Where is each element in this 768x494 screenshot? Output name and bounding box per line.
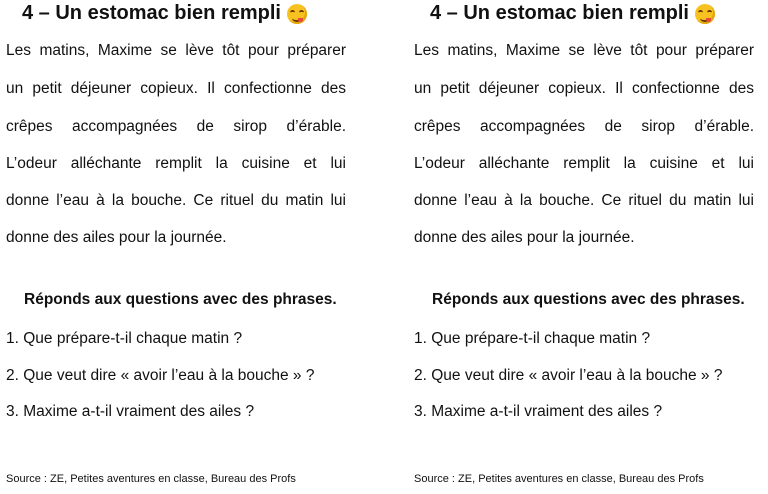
paragraph-line: Les matins, Maxime se lève tôt pour préparer <box>6 42 346 59</box>
paragraph-line: un petit déjeuner copieux. Il confectionne des <box>6 80 346 97</box>
paragraph-line: un petit déjeuner copieux. Il confectionne des <box>414 80 754 97</box>
paragraph-line: donne l’eau à la bouche. Ce rituel du matin lui <box>414 192 754 209</box>
worksheet-title: 4 – Un estomac bien rempli <box>22 2 307 25</box>
question-item: 2. Que veut dire « avoir l’eau à la bouche » ? <box>414 367 723 384</box>
question-item: 2. Que veut dire « avoir l’eau à la bouche » ? <box>6 367 315 384</box>
paragraph-line: donne l’eau à la bouche. Ce rituel du matin lui <box>6 192 346 209</box>
question-item: 1. Que prépare-t-il chaque matin ? <box>6 330 243 347</box>
worksheet-copy-right <box>414 0 764 494</box>
paragraph-line: donne des ailes pour la journée. <box>414 229 635 246</box>
paragraph-line: Les matins, Maxime se lève tôt pour préparer <box>414 42 754 59</box>
question-item: 3. Maxime a-t-il vraiment des ailes ? <box>6 403 255 420</box>
paragraph-line: L’odeur alléchante remplit la cuisine et lui <box>6 155 346 172</box>
source-credit: Source : ZE, Petites aventures en classe, Bureau des Profs <box>6 473 296 485</box>
paragraph-line: crêpes accompagnées de sirop d’érable. <box>6 118 346 135</box>
paragraph-line: L’odeur alléchante remplit la cuisine et lui <box>414 155 754 172</box>
instruction-heading: Réponds aux questions avec des phrases. <box>24 291 337 308</box>
source-credit: Source : ZE, Petites aventures en classe, Bureau des Profs <box>414 473 704 485</box>
worksheet-copy-left <box>6 0 356 494</box>
face-savoring-food-icon <box>695 4 715 24</box>
question-item: 1. Que prépare-t-il chaque matin ? <box>414 330 651 347</box>
face-savoring-food-icon <box>287 4 307 24</box>
paragraph-line: donne des ailes pour la journée. <box>6 229 227 246</box>
question-item: 3. Maxime a-t-il vraiment des ailes ? <box>414 403 663 420</box>
paragraph-line: crêpes accompagnées de sirop d’érable. <box>414 118 754 135</box>
instruction-heading: Réponds aux questions avec des phrases. <box>432 291 745 308</box>
worksheet-title: 4 – Un estomac bien rempli <box>430 2 715 25</box>
